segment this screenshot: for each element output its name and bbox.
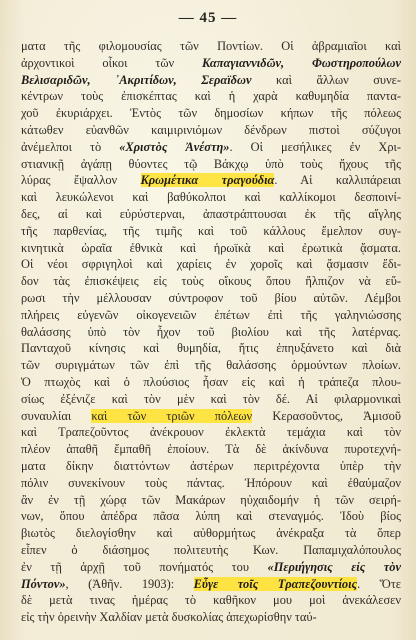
emphasized-text: «Χριστὸς Ἀνέστη»	[119, 139, 230, 154]
text-line	[21, 374, 401, 391]
text-segment: πλήρεις εὐγενῶν οἰκογενειῶν ἐπέτων ἐπὶ τῆς γαληνιώσσης	[21, 307, 401, 322]
text-segment: κάτωθεν εὐανθῶν καιμιρινιόμων δένδρων πιστοὶ σύζυγοι	[21, 122, 401, 137]
text-segment: χοῦ ἐκυριάρχει. Ἐντὸς τῶν δημοσίων κήπων τῆς πόλεως	[21, 106, 401, 121]
body-text	[21, 38, 401, 626]
text-line	[21, 559, 401, 576]
text-line	[21, 122, 401, 139]
text-segment: πλέον ἀπαθῆ ἔμπαθῆ ἐποίουν. Τὰ δὲ ἀκίνδυνα πυροτεχνή-	[21, 442, 401, 457]
text-segment: συναυλίαι	[21, 408, 92, 423]
text-line	[21, 508, 401, 525]
text-segment: τῶν συριγμάτων τῶν ἐπὶ τῆς θαλάσσης ὁρμούντων πλοίων.	[21, 358, 401, 373]
text-segment: στιανικῇ ἀγάπῃ θύοντες τῷ Βάκχῳ ὑπὸ τοὺς ἤχους τῆς	[21, 156, 401, 171]
text-segment: . Αἱ καλλιπάρειαι	[274, 173, 401, 188]
text-segment: ρωσι τὴν μέλλουσαν σύντροφον τοῦ βίου αὐτῶν. Λέμβοι	[21, 290, 401, 305]
text-line	[21, 72, 401, 89]
text-segment: καὶ λευκώλενοι καὶ βαθύκολποι καὶ καλλίκομοι δεσποινί-	[21, 190, 401, 205]
text-line	[21, 391, 401, 408]
text-line	[21, 592, 401, 609]
emphasized-text: Βελισαριδῶν, ᾿Ακριτίδων, Σεραϊδων	[21, 72, 252, 87]
text-segment: Ὁ πτωχὸς καὶ ὁ πλούσιος ἦσαν εἰς καὶ ἡ τράπεζα πλου-	[21, 374, 401, 389]
text-line	[21, 609, 401, 626]
text-segment: δὲ μετὰ τινας ἡμέρας τὸ καθῆκον μου μοὶ ἀνεκάλεσεν	[21, 593, 401, 608]
text-line	[21, 256, 401, 273]
text-segment: νων, ὅπου ἀπέδρα πᾶσα λύπη καὶ στεναγμός. Ἰδοὺ βίος	[21, 509, 401, 524]
text-line	[21, 307, 401, 324]
text-segment: βιωτὸς διελογίσθην καὶ αὐθορμήτως ἀνέκραξα τὰ ὅπερ	[21, 526, 401, 541]
text-segment: , (Ἀθῆν. 1903):	[65, 576, 194, 591]
text-segment: . Ὅτε	[357, 576, 401, 591]
text-line	[21, 408, 401, 425]
highlighted-text: Κρωμέτικα τραγούδια	[140, 173, 275, 188]
text-segment: δες, αἱ καὶ εὐρύστερναι, ἀπαστράπτουσαι ἐκ τῆς αἴγλης	[21, 206, 401, 221]
highlighted-text: καὶ τῶν τριῶν πόλεων	[91, 408, 253, 423]
text-segment: Πανταχοῦ κίνησις καὶ θυμηδία, ἥτις ἐπηυξάνετο καὶ διὰ	[21, 341, 401, 356]
emphasized-text: «Περιήγησις εἰς τὸν	[267, 559, 401, 574]
text-segment: καὶ ἄλλων συνε-	[251, 72, 401, 87]
text-line	[21, 340, 401, 357]
text-segment: πόλιν συνεκίνουν τοὺς πάντας. Ἠπόρουν καὶ ἐθαύμαζον	[21, 475, 401, 490]
text-line	[21, 424, 401, 441]
text-line	[21, 189, 401, 206]
text-segment: Κερασοῦντος, Ἀμισοῦ	[252, 408, 401, 423]
emphasized-text: Καπαγιαννιδῶν, Φωστηροπούλων	[202, 55, 401, 70]
text-line	[21, 475, 401, 492]
text-line	[21, 525, 401, 542]
text-line	[21, 55, 401, 72]
text-line	[21, 156, 401, 173]
text-segment: ἀνέμελποι τὸ	[21, 139, 120, 154]
text-segment: σίως ἐξένιζε καὶ τὸν μὲν καὶ τὸν δέ. Αἱ φιλαρμονικαὶ	[21, 391, 401, 406]
text-segment: κινητικὰ ὡραῖα ἐθνικὰ καὶ ἡρωϊκὰ καὶ ἐρωτικὰ ᾄσματα.	[21, 240, 401, 255]
text-line	[21, 542, 401, 559]
text-line	[21, 290, 401, 307]
text-line	[21, 38, 401, 55]
text-line	[21, 172, 401, 189]
text-segment: εἰς τὴν ὀρεινὴν Χαλδίαν μετὰ δυσκολίας ἀπεχωρίσθην ταύ-	[21, 610, 317, 625]
page-number: — 45 —	[178, 10, 238, 26]
text-line	[21, 240, 401, 257]
text-segment: τῆς παρθενίας, τῆς τιμῆς καὶ τοῦ κάλλους ἔμελπον συγ-	[21, 223, 401, 238]
text-segment: . Οἱ μεσήλικες ἐν Χρι-	[229, 139, 401, 154]
text-segment: θαλάσσης ὑπὸ τὸν ἦχον τοῦ βιολίου καὶ τῆς λατέρνας.	[21, 324, 401, 339]
text-segment: ἂν ἐν τῇ χώρᾳ τῶν Μακάρων ηὐχαιδομήν ἡ τῶν σειρή-	[21, 492, 401, 507]
text-segment: λύρας ἔψαλλον	[21, 173, 141, 188]
text-line	[21, 492, 401, 509]
text-segment: εἶπεν ὁ διάσημος πολιτευτὴς Κων. Παπαμιχαλόπουλος	[21, 542, 401, 557]
text-line	[21, 223, 401, 240]
highlighted-text: Εὖγε τοῖς Τραπεζουντίοις	[193, 576, 358, 591]
text-segment: Οἱ νέοι σφριγηλοὶ καὶ χαρίεις ἐν χοροῖς καὶ ᾄσμασιν ἔδι-	[21, 257, 401, 272]
text-segment: ματα δίκην διαττόντων ἀστέρων περιτρέχοντα ὑπὲρ τὴν	[21, 458, 401, 473]
text-line	[21, 441, 401, 458]
text-line	[21, 206, 401, 223]
text-segment: ἀρχοντικοὶ οἶκοι τῶν	[21, 55, 202, 70]
text-segment: ματα τῆς φιλομουσίας τῶν Ποντίων. Οἱ ἀβραμιαῖοι καὶ	[21, 39, 401, 53]
text-line	[21, 139, 401, 156]
text-line	[21, 273, 401, 290]
text-line	[21, 88, 401, 105]
text-segment: κέντρων τοὺς ἐπισκέπτας καὶ ἡ χαρὰ καθυμηδία παντα-	[21, 89, 401, 104]
text-line	[21, 357, 401, 374]
text-line	[21, 324, 401, 341]
text-segment: καὶ Τραπεζοῦντος ἀνέκρουον ἐκλεκτὰ τεμάχια καὶ τὸν	[21, 425, 401, 440]
text-line	[21, 105, 401, 122]
emphasized-text: Πόντον»	[21, 576, 66, 591]
text-line	[21, 576, 401, 593]
text-segment: δον τὰς ἐπισκέψεις εἰς τοὺς οἴκους ὅπου ἤλπιζον νὰ εὕ-	[21, 274, 401, 289]
text-segment: ἐν τῇ ἀρχῇ τοῦ πονήματός του	[21, 559, 268, 574]
text-line	[21, 458, 401, 475]
